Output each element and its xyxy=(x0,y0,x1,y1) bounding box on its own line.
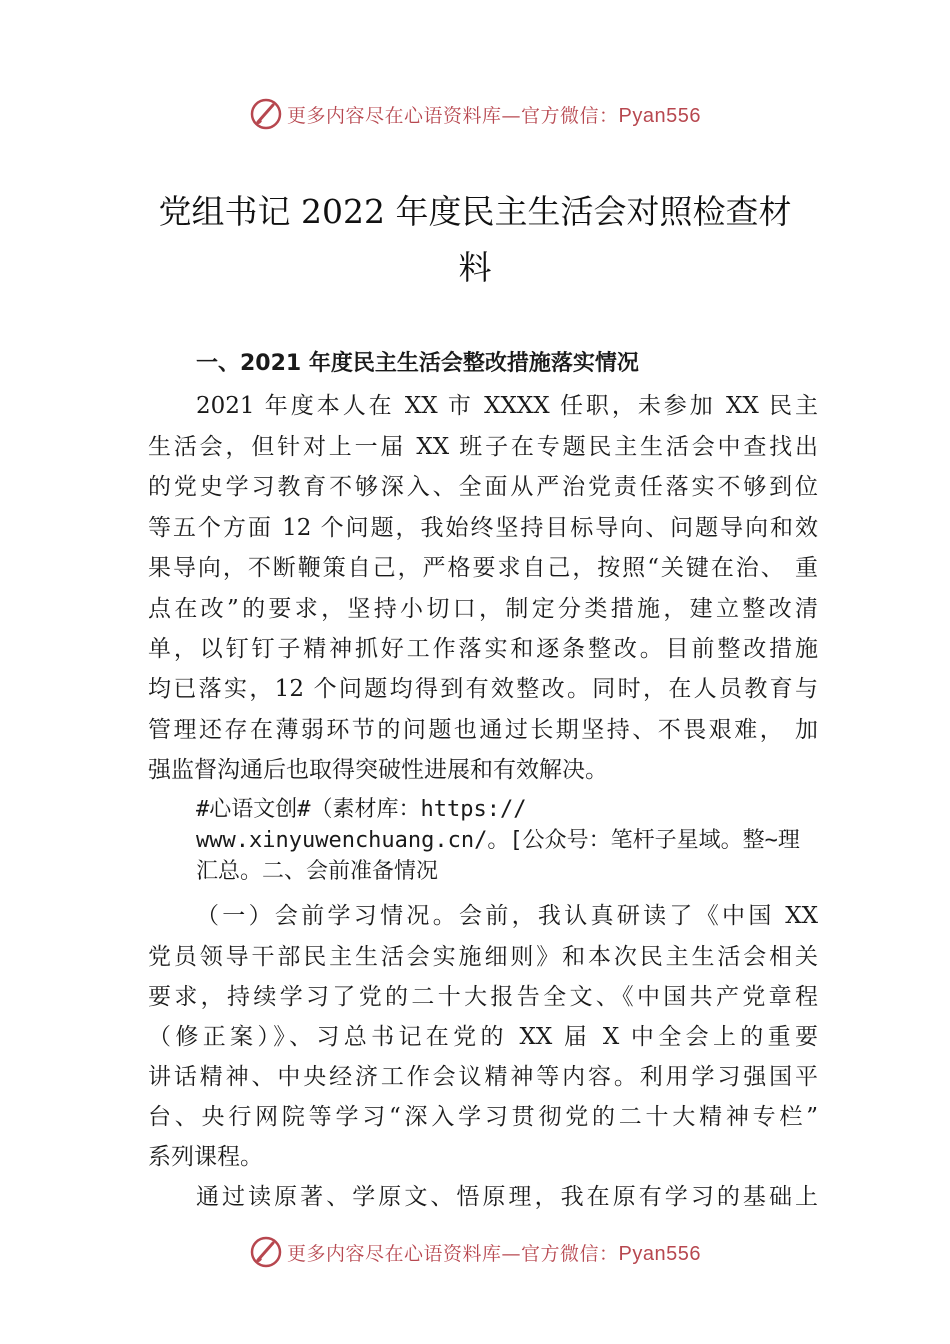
footer-banner xyxy=(0,1230,950,1274)
source-note-line: 汇总。二、会前准备情况 xyxy=(196,859,439,884)
paragraph-line: 系列课程。 xyxy=(148,1144,263,1170)
header-banner xyxy=(0,92,950,136)
source-note-line: www.xinyuwenchuang.cn/。[公众号：笔杆子星域。整~理 xyxy=(196,828,800,853)
paragraph-line: 讲话精神、中央经济工作会议精神等内容。利用学习强国平 xyxy=(148,1064,818,1090)
paragraph-line: 的党史学习教育不够深入、全面从严治党责任落实不够到位 xyxy=(148,474,818,500)
paragraph-line: 要求，持续学习了党的二十大报告全文、《中国共产党章程 xyxy=(148,984,818,1010)
paragraph-line: 生活会，但针对上一届 XX 班子在专题民主生活会中查找出 xyxy=(148,434,818,460)
paragraph-line: 等五个方面 12 个问题，我始终坚持目标导向、问题导向和效 xyxy=(148,515,818,541)
source-note-line: #心语文创#（素材库：https:// xyxy=(196,797,527,822)
paragraph-line: （一）会前学习情况。会前，我认真研读了《中国 XX xyxy=(196,903,818,929)
title-line-2: 料 xyxy=(458,248,492,287)
banner-label: 更多内容尽在心语资料库—官方微信：Pyan556 xyxy=(287,1242,701,1265)
paragraph-line: 点在改”的要求，坚持小切口，制定分类措施，建立整改清 xyxy=(148,596,818,622)
paragraph-line: 2021 年度本人在 XX 市 XXXX 任职，未参加 XX 民主 xyxy=(196,393,818,419)
paragraph-line: （修正案）》、习总书记在党的 XX 届 X 中全会上的重要 xyxy=(148,1024,818,1050)
paragraph-line: 单，以钉钉子精神抓好工作落实和逐条整改。目前整改措施 xyxy=(148,636,818,662)
paragraph-line: 党员领导干部民主生活会实施细则》和本次民主生活会相关 xyxy=(148,944,818,970)
wechat-id: Pyan556 xyxy=(618,1242,701,1265)
paragraph-line: 通过读原著、学原文、悟原理，我在原有学习的基础上 xyxy=(196,1184,818,1210)
brush-logo-icon xyxy=(249,1235,283,1269)
paragraph-line: 台、央行网院等学习“深入学习贯彻党的二十大精神专栏” xyxy=(148,1104,818,1130)
paragraph-line: 果导向，不断鞭策自己，严格要求自己，按照“关键在治、 重 xyxy=(148,555,818,581)
paragraph-line: 均已落实，12 个问题均得到有效整改。同时，在人员教育与 xyxy=(148,676,818,702)
paragraph-line: 管理还存在薄弱环节的问题也通过长期坚持、不畏艰难， 加 xyxy=(148,717,818,743)
brush-logo-icon xyxy=(249,97,283,131)
paragraph-line: 强监督沟通后也取得突破性进展和有效解决。 xyxy=(148,757,608,783)
title-line-1: 党组书记 2022 年度民主生活会对照检查材 xyxy=(158,192,792,231)
wechat-id: Pyan556 xyxy=(618,104,701,127)
section-heading: 一、2021 年度民主生活会整改措施落实情况 xyxy=(196,351,639,376)
document-title xyxy=(120,184,830,296)
banner-label: 更多内容尽在心语资料库—官方微信：Pyan556 xyxy=(287,104,701,127)
